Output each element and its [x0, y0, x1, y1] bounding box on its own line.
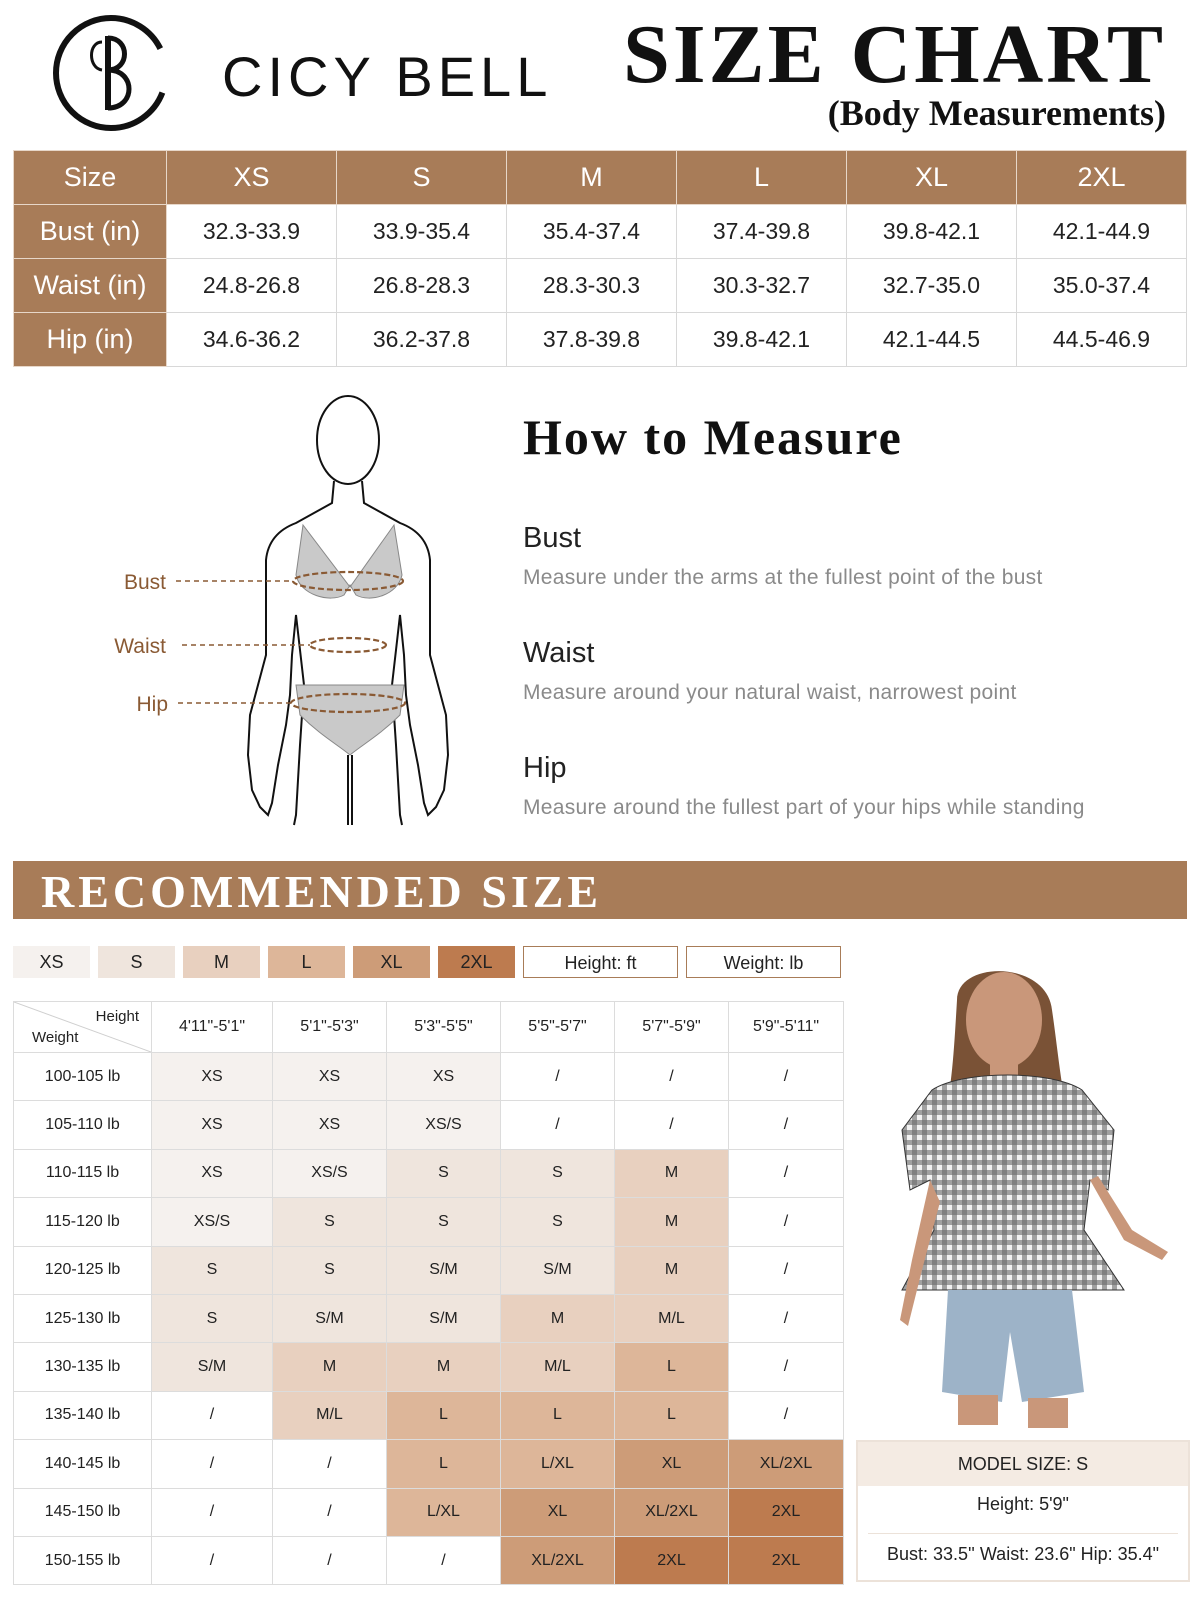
measurement-cell: 37.4-39.8 [677, 205, 847, 259]
size-recommendation-cell: / [729, 1149, 844, 1197]
figure-label-waist: Waist [114, 635, 166, 658]
row-label: Bust (in) [14, 205, 167, 259]
size-recommendation-cell: M [501, 1294, 615, 1342]
size-recommendation-cell: / [729, 1053, 844, 1101]
size-recommendation-cell: / [273, 1536, 387, 1584]
header-cell: Size [14, 151, 167, 205]
legend-height-unit: Height: ft [523, 946, 678, 978]
measurement-cell: 32.7-35.0 [847, 259, 1017, 313]
height-header-cell: 5'1"-5'3" [273, 1002, 387, 1053]
measure-description-waist: Measure around your natural waist, narrowest point [523, 681, 1017, 704]
size-recommendation-cell: M/L [615, 1294, 729, 1342]
size-recommendation-cell: 2XL [615, 1536, 729, 1584]
recommended-size-banner [13, 861, 1187, 919]
corner-height-label: Height [95, 1008, 139, 1025]
size-recommendation-cell: / [729, 1198, 844, 1246]
size-recommendation-cell: / [729, 1101, 844, 1149]
model-measurements: Bust: 33.5'' Waist: 23.6" Hip: 35.4" [886, 1544, 1160, 1564]
weight-range-cell: 110-115 lb [14, 1149, 152, 1197]
measurement-cell: 30.3-32.7 [677, 259, 847, 313]
size-recommendation-cell: M/L [501, 1343, 615, 1391]
weight-row [14, 1343, 844, 1391]
size-recommendation-cell: S [273, 1246, 387, 1294]
size-recommendation-cell: S [273, 1198, 387, 1246]
size-recommendation-cell: S [152, 1246, 273, 1294]
measure-description-hip: Measure around the fullest part of your hips while standing [523, 796, 1085, 819]
row-label: Waist (in) [14, 259, 167, 313]
weight-row [14, 1149, 844, 1197]
measure-heading-waist: Waist [523, 637, 595, 669]
model-card-divider [868, 1533, 1178, 1534]
size-chart-row-waist [14, 259, 1187, 313]
measurement-cell: 37.8-39.8 [507, 313, 677, 367]
size-recommendation-cell: M [615, 1246, 729, 1294]
measurement-cell: 33.9-35.4 [337, 205, 507, 259]
model-photo [862, 940, 1188, 1428]
size-recommendation-cell: XS [273, 1101, 387, 1149]
weight-range-cell: 150-155 lb [14, 1536, 152, 1584]
size-recommendation-cell: XS [152, 1149, 273, 1197]
weight-row [14, 1246, 844, 1294]
size-recommendation-cell: S/M [152, 1343, 273, 1391]
measurement-cell: 26.8-28.3 [337, 259, 507, 313]
figure-label-bust: Bust [123, 571, 166, 594]
body-measurement-figure [100, 395, 460, 845]
size-recommendation-cell: S [152, 1294, 273, 1342]
measurement-cell: 42.1-44.9 [1017, 205, 1187, 259]
height-header-cell: 5'3"-5'5" [387, 1002, 501, 1053]
figure-label-hip: Hip [136, 693, 168, 716]
measurement-cell: 35.0-37.4 [1017, 259, 1187, 313]
size-recommendation-cell: / [729, 1343, 844, 1391]
legend-swatch-2xl: 2XL [438, 946, 515, 978]
size-recommendation-cell: M/L [273, 1391, 387, 1439]
model-height: Height: 5'9" [977, 1494, 1069, 1514]
page-subtitle: (Body Measurements) [827, 93, 1166, 133]
size-recommendation-cell: XS [152, 1101, 273, 1149]
measurement-cell: 34.6-36.2 [167, 313, 337, 367]
size-recommendation-cell: S [387, 1149, 501, 1197]
measurement-cell: 36.2-37.8 [337, 313, 507, 367]
size-recommendation-cell: S [501, 1149, 615, 1197]
size-recommendation-cell: 2XL [729, 1536, 844, 1584]
size-recommendation-cell: M [615, 1198, 729, 1246]
size-chart-header-row [14, 151, 1187, 205]
size-recommendation-cell: 2XL [729, 1488, 844, 1536]
size-recommendation-cell: XS [387, 1053, 501, 1101]
header-cell: XS [167, 151, 337, 205]
size-recommendation-cell: XL [501, 1488, 615, 1536]
header-cell: M [507, 151, 677, 205]
size-recommendation-cell: XL/2XL [501, 1536, 615, 1584]
weight-range-cell: 105-110 lb [14, 1101, 152, 1149]
measurement-cell: 28.3-30.3 [507, 259, 677, 313]
size-recommendation-cell: / [273, 1488, 387, 1536]
model-size-card [856, 1440, 1190, 1582]
size-recommendation-cell: M [615, 1149, 729, 1197]
size-recommendation-cell: / [729, 1294, 844, 1342]
measure-heading-hip: Hip [523, 752, 567, 784]
recommended-size-title: RECOMMENDED SIZE [41, 866, 603, 917]
weight-range-cell: 130-135 lb [14, 1343, 152, 1391]
row-label: Hip (in) [14, 313, 167, 367]
weight-row [14, 1053, 844, 1101]
weight-row [14, 1198, 844, 1246]
weight-range-cell: 120-125 lb [14, 1246, 152, 1294]
size-recommendation-cell: S [387, 1198, 501, 1246]
header-cell: L [677, 151, 847, 205]
legend-weight-unit: Weight: lb [686, 946, 841, 978]
weight-range-cell: 115-120 lb [14, 1198, 152, 1246]
size-recommendation-cell: XL/2XL [615, 1488, 729, 1536]
how-to-measure-title: How to Measure [523, 409, 903, 465]
size-recommendation-cell: / [501, 1053, 615, 1101]
size-recommendation-cell: / [729, 1246, 844, 1294]
weight-row [14, 1101, 844, 1149]
weight-row [14, 1488, 844, 1536]
size-chart-table [13, 150, 1187, 367]
weight-row [14, 1440, 844, 1488]
measurement-cell: 24.8-26.8 [167, 259, 337, 313]
measurement-cell: 32.3-33.9 [167, 205, 337, 259]
size-chart-row-hip [14, 313, 1187, 367]
measure-description-bust: Measure under the arms at the fullest point of the bust [523, 566, 1043, 589]
measurement-cell: 39.8-42.1 [677, 313, 847, 367]
size-recommendation-cell: S [501, 1198, 615, 1246]
height-header-row [14, 1002, 844, 1053]
legend-swatch-xl: XL [353, 946, 430, 978]
size-recommendation-cell: XS [273, 1053, 387, 1101]
header-cell: XL [847, 151, 1017, 205]
size-recommendation-cell: XL/2XL [729, 1440, 844, 1488]
size-recommendation-cell: / [387, 1536, 501, 1584]
corner-weight-label: Weight [32, 1029, 79, 1046]
size-recommendation-cell: L [501, 1391, 615, 1439]
weight-range-cell: 145-150 lb [14, 1488, 152, 1536]
measurement-cell: 44.5-46.9 [1017, 313, 1187, 367]
size-recommendation-cell: S/M [387, 1246, 501, 1294]
size-recommendation-cell: / [615, 1053, 729, 1101]
size-recommendation-cell: / [152, 1391, 273, 1439]
weight-row [14, 1391, 844, 1439]
height-header-cell: 4'11"-5'1" [152, 1002, 273, 1053]
size-recommendation-cell: S/M [501, 1246, 615, 1294]
measure-heading-bust: Bust [523, 522, 582, 554]
size-recommendation-cell: L [387, 1440, 501, 1488]
weight-row [14, 1294, 844, 1342]
weight-range-cell: 125-130 lb [14, 1294, 152, 1342]
size-recommendation-cell: L [387, 1391, 501, 1439]
weight-range-cell: 100-105 lb [14, 1053, 152, 1101]
size-recommendation-cell: L [615, 1391, 729, 1439]
size-recommendation-cell: / [615, 1101, 729, 1149]
weight-row [14, 1536, 844, 1584]
table-corner-cell [14, 1002, 152, 1053]
header-cell: S [337, 151, 507, 205]
size-recommendation-cell: M [387, 1343, 501, 1391]
size-recommendation-cell: L/XL [501, 1440, 615, 1488]
header-cell: 2XL [1017, 151, 1187, 205]
size-recommendation-cell: / [152, 1440, 273, 1488]
size-recommendation-cell: L/XL [387, 1488, 501, 1536]
size-recommendation-cell: L [615, 1343, 729, 1391]
legend-swatch-l: L [268, 946, 345, 978]
size-recommendation-cell: XS/S [152, 1198, 273, 1246]
size-recommendation-cell: M [273, 1343, 387, 1391]
legend-swatch-xs: XS [13, 946, 90, 978]
size-recommendation-cell: XS/S [273, 1149, 387, 1197]
recommended-size-table [13, 1001, 844, 1585]
measurement-cell: 39.8-42.1 [847, 205, 1017, 259]
size-recommendation-cell: / [729, 1391, 844, 1439]
size-recommendation-cell: S/M [273, 1294, 387, 1342]
model-size-title: MODEL SIZE: S [858, 1442, 1188, 1486]
size-recommendation-cell: / [273, 1440, 387, 1488]
height-header-cell: 5'9"-5'11" [729, 1002, 844, 1053]
figure-head [317, 396, 379, 484]
size-chart-row-bust [14, 205, 1187, 259]
size-recommendation-cell: / [501, 1101, 615, 1149]
weight-range-cell: 135-140 lb [14, 1391, 152, 1439]
measurement-cell: 35.4-37.4 [507, 205, 677, 259]
size-recommendation-cell: XS/S [387, 1101, 501, 1149]
page-title: SIZE CHART [623, 8, 1166, 101]
size-recommendation-cell: / [152, 1488, 273, 1536]
height-header-cell: 5'7"-5'9" [615, 1002, 729, 1053]
measurement-cell: 42.1-44.5 [847, 313, 1017, 367]
brand-name: CICY BELL [222, 45, 553, 108]
weight-range-cell: 140-145 lb [14, 1440, 152, 1488]
legend-swatch-m: M [183, 946, 260, 978]
size-recommendation-cell: / [152, 1536, 273, 1584]
brand-logo-icon [50, 12, 172, 134]
legend-swatch-s: S [98, 946, 175, 978]
size-recommendation-cell: XL [615, 1440, 729, 1488]
size-recommendation-cell: S/M [387, 1294, 501, 1342]
size-recommendation-cell: XS [152, 1053, 273, 1101]
height-header-cell: 5'5"-5'7" [501, 1002, 615, 1053]
